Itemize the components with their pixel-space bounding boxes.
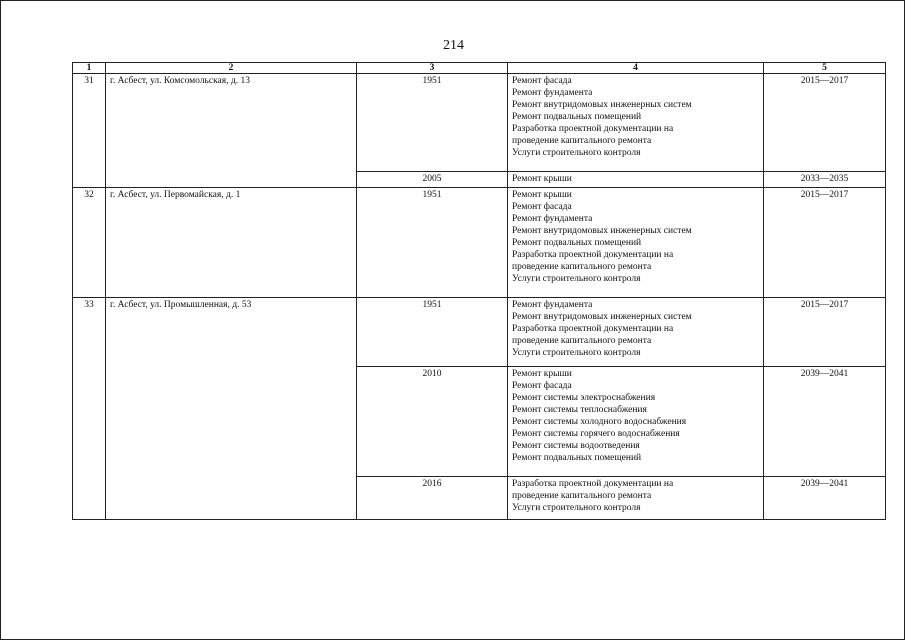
period-cell: 2015—2017: [764, 298, 886, 367]
column-header-5: 5: [764, 63, 886, 74]
page-number: 214: [443, 38, 464, 53]
work-item: Ремонт внутридомовых инженерных систем: [512, 312, 692, 322]
column-header-4: 4: [508, 63, 764, 74]
work-item: Ремонт системы теплоснабжения: [512, 405, 647, 415]
works-cell: [508, 172, 764, 188]
period-cell: 2015—2017: [764, 74, 886, 172]
row-number-cell: 31: [73, 74, 106, 188]
work-item: Ремонт фундамента: [512, 300, 593, 310]
row-number-cell: 32: [73, 188, 106, 298]
work-item: проведение капитального ремонта: [512, 491, 652, 501]
address-cell: г. Асбест, ул. Промышленная, д. 53: [106, 298, 357, 520]
column-number-row: [73, 63, 886, 74]
work-item: Ремонт системы горячего водоснабжения: [512, 429, 680, 439]
work-item: Ремонт системы холодного водоснабжения: [512, 417, 687, 427]
work-item: Разработка проектной документации на: [512, 324, 674, 334]
works-cell: [508, 298, 764, 367]
period-cell: 2033—2035: [764, 172, 886, 188]
work-item: Ремонт подвальных помещений: [512, 112, 642, 122]
work-item: Ремонт внутридомовых инженерных систем: [512, 100, 692, 110]
work-item: Ремонт крыши: [512, 369, 572, 379]
work-item: Ремонт крыши: [512, 174, 572, 184]
work-item: Ремонт подвальных помещений: [512, 453, 642, 463]
table-row: [73, 188, 886, 298]
work-item: Разработка проектной документации на: [512, 250, 674, 260]
work-item: Ремонт крыши: [512, 190, 572, 200]
address-cell: г. Асбест, ул. Комсомольская, д. 13: [106, 74, 357, 188]
column-header-3: 3: [357, 63, 508, 74]
works-cell: [508, 188, 764, 298]
work-item: Ремонт фундамента: [512, 214, 593, 224]
column-header-2: 2: [106, 63, 357, 74]
work-item: Ремонт системы водоотведения: [512, 441, 640, 451]
works-cell: [508, 477, 764, 520]
work-item: Услуги строительного контроля: [512, 348, 641, 358]
table-row: [73, 298, 886, 367]
table-row: [73, 74, 886, 172]
work-item: проведение капитального ремонта: [512, 136, 652, 146]
row-number-cell: 33: [73, 298, 106, 520]
period-cell: 2039—2041: [764, 477, 886, 520]
year-cell: 1951: [357, 298, 508, 367]
work-item: Ремонт внутридомовых инженерных систем: [512, 226, 692, 236]
year-cell: 1951: [357, 188, 508, 298]
year-cell: 2005: [357, 172, 508, 188]
work-item: Услуги строительного контроля: [512, 503, 641, 513]
work-item: Ремонт системы электроснабжения: [512, 393, 656, 403]
repair-schedule-table: [72, 62, 886, 520]
address-cell: г. Асбест, ул. Первомайская, д. 1: [106, 188, 357, 298]
work-item: Ремонт фундамента: [512, 88, 593, 98]
work-item: Услуги строительного контроля: [512, 148, 641, 158]
work-item: Ремонт фасада: [512, 202, 572, 212]
work-item: Разработка проектной документации на: [512, 479, 674, 489]
column-header-1: 1: [73, 63, 106, 74]
work-item: Ремонт фасада: [512, 381, 572, 391]
works-cell: [508, 74, 764, 172]
work-item: проведение капитального ремонта: [512, 262, 652, 272]
year-cell: 2010: [357, 367, 508, 477]
year-cell: 1951: [357, 74, 508, 172]
work-item: Услуги строительного контроля: [512, 274, 641, 284]
work-item: Ремонт подвальных помещений: [512, 238, 642, 248]
work-item: проведение капитального ремонта: [512, 336, 652, 346]
period-cell: 2015—2017: [764, 188, 886, 298]
year-cell: 2016: [357, 477, 508, 520]
period-cell: 2039—2041: [764, 367, 886, 477]
works-cell: [508, 367, 764, 477]
work-item: Ремонт фасада: [512, 76, 572, 86]
work-item: Разработка проектной документации на: [512, 124, 674, 134]
